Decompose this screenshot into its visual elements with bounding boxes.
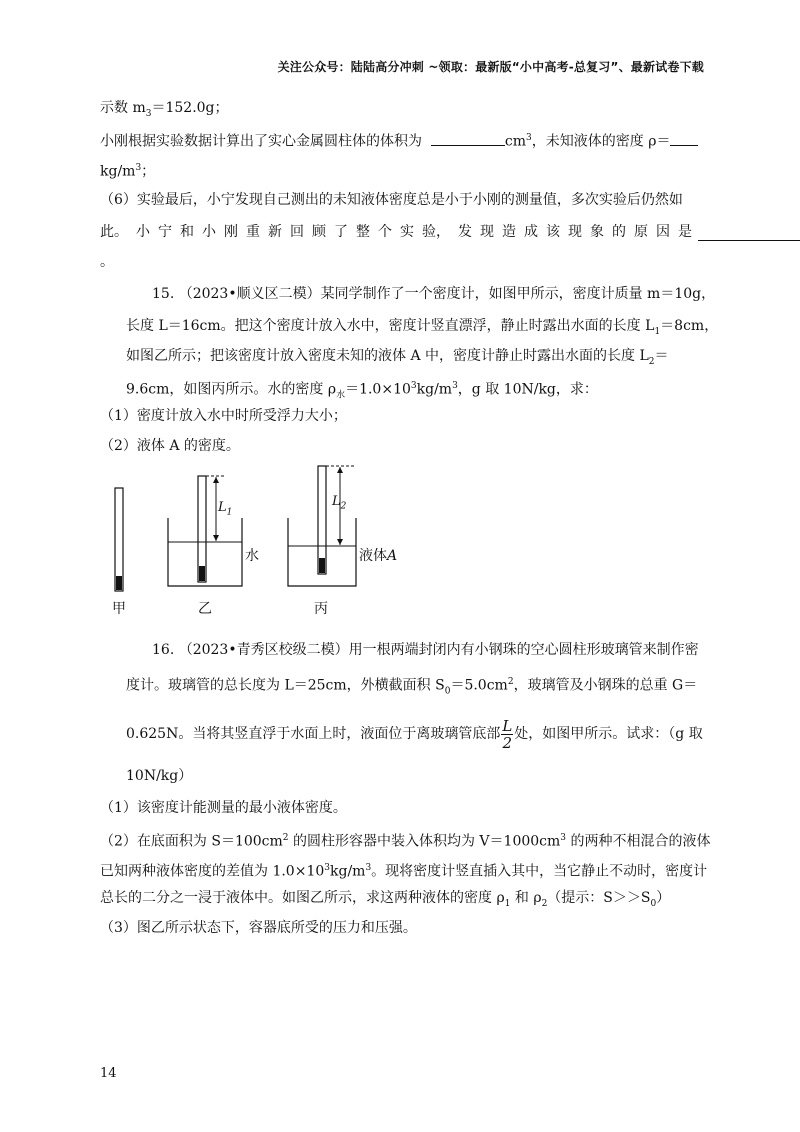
q6-char: 宁 bbox=[158, 224, 172, 240]
q6-char: 此。 bbox=[100, 224, 128, 240]
q15-line-2: 长度 L＝16cm。把这个密度计放入水中，密度计竖直漂浮，静止时露出水面的长度 $L_1=8cm$， bbox=[126, 318, 719, 337]
fraction-l-over-2: $\frac{L}{2}$ bbox=[502, 716, 513, 752]
label-liquid-a: 液体A bbox=[359, 548, 398, 564]
q6-char: 现 bbox=[480, 224, 494, 240]
q16-line-4: 10N/kg） bbox=[126, 768, 193, 784]
q6-char: 小 bbox=[136, 224, 150, 240]
q15-line-4: 9.6cm，如图丙所示。水的密度 $\rho_水=1.0\times 10^3kg/m^3$，g 取 10N/kg，求： bbox=[126, 381, 598, 401]
answer-blank-volume[interactable] bbox=[431, 131, 505, 146]
label-jia: 甲 bbox=[112, 601, 126, 617]
answer-blank-reason[interactable] bbox=[698, 226, 800, 241]
q6-char: 个 bbox=[378, 224, 392, 240]
label-l2: $L_2$ bbox=[332, 494, 347, 512]
label-water: 水 bbox=[245, 548, 259, 564]
q16-sub-2-line-1: （2）在底面积为 $S=100cm^2$ 的圆柱形容器中装入体积均为 $V=1000cm^3$ 的两种不相混合的液体 bbox=[100, 833, 711, 850]
label-bing: 丙 bbox=[314, 601, 328, 617]
beaker-yi bbox=[168, 476, 242, 586]
q6-char: 成 bbox=[524, 224, 538, 240]
q6-char: 造 bbox=[502, 224, 516, 240]
q6-char: 刚 bbox=[224, 224, 238, 240]
q6-char: 现 bbox=[568, 224, 582, 240]
q6-char: 因 bbox=[656, 224, 670, 240]
q6-char: 小 bbox=[202, 224, 216, 240]
q6-char: 重 bbox=[246, 224, 260, 240]
q6-char: 实 bbox=[400, 224, 414, 240]
q6-char: 原 bbox=[634, 224, 648, 240]
q15-line-1: 15. （2023•顺义区二模）某同学制作了一个密度计，如图甲所示，密度计质量 m＝10g， bbox=[152, 286, 716, 302]
label-l1: $L_1$ bbox=[218, 500, 233, 518]
q16-line-2: 度计。玻璃管的总长度为 L＝25cm，外横截面积 $S_0=5.0cm^2$，玻璃管及小钢珠的总重 G＝ bbox=[126, 677, 698, 697]
q15-figure bbox=[100, 460, 420, 620]
q6-char: 和 bbox=[180, 224, 194, 240]
q16-sub-2-line-2: 已知两种液体密度的差值为 $1.0\times 10^3kg/m^3$。现将密度计竖直插入其中，当它静止不动时，密度计 bbox=[100, 863, 708, 880]
hydrometer-diagram bbox=[100, 460, 420, 620]
label-yi: 乙 bbox=[198, 601, 212, 617]
q6-char: 验， bbox=[422, 224, 450, 240]
page-header: 关注公众号：陆陆高分冲刺 ~领取：最新版“小中高考-总复习”、最新试卷下载 bbox=[277, 60, 704, 74]
q6-char: 整 bbox=[356, 224, 370, 240]
q15-sub-1: （1）密度计放入水中时所受浮力大小； bbox=[100, 408, 347, 424]
continuation-line-2: 小刚根据实验数据计算出了实心金属圆柱体的体积为 $cm^3$，未知液体的密度 ρ＝ bbox=[100, 128, 800, 152]
q16-line-3: 0.625N。当将其竖直浮于水面上时，液面位于离玻璃管底部 $\frac{L}{2}$ 处，如图甲所示。试求：（g 取 bbox=[126, 716, 703, 752]
q6-line-1: （6）实验最后，小宁发现自己测出的未知液体密度总是小于小刚的测量值，多次实验后仍然如 bbox=[100, 192, 683, 208]
q16-sub-2-line-3: 总长的二分之一浸于液体中。如图乙所示，求这两种液体的密度 $\rho_1$ 和 $\rho_2$（提示：$S>>S_0$） bbox=[100, 890, 671, 909]
beaker-bing bbox=[288, 466, 356, 586]
q16-sub-3: （3）图乙所示状态下，容器底所受的压力和压强。 bbox=[100, 920, 417, 936]
page-number: 14 bbox=[100, 1066, 117, 1081]
answer-blank-density[interactable] bbox=[670, 131, 698, 146]
q6-char: 的 bbox=[612, 224, 626, 240]
q6-char: 新 bbox=[268, 224, 282, 240]
q15-sub-2: （2）液体 A 的密度。 bbox=[100, 438, 240, 454]
continuation-line-1: 示数 $m_3=152.0g$； bbox=[100, 100, 229, 119]
q15-line-3: 如图乙所示；把该密度计放入密度未知的液体 A 中，密度计静止时露出水面的长度 $L_2=$ bbox=[126, 348, 669, 367]
q6-char: 了 bbox=[334, 224, 348, 240]
q6-char: 回 bbox=[290, 224, 304, 240]
q6-char: 顾 bbox=[312, 224, 326, 240]
q6-line-2 bbox=[100, 222, 692, 242]
q6-char: 发 bbox=[458, 224, 472, 240]
q6-char: 该 bbox=[546, 224, 560, 240]
q6-line-3: 。 bbox=[100, 254, 114, 270]
q16-line-1: 16. （2023•青秀区校级二模）用一根两端封闭内有小钢珠的空心圆柱形玻璃管来制作密 bbox=[152, 642, 699, 658]
continuation-line-3: $kg/m^3$； bbox=[100, 163, 156, 180]
q16-sub-1: （1）该密度计能测量的最小液体密度。 bbox=[100, 800, 347, 816]
hydrometer-jia bbox=[115, 488, 123, 591]
q6-char: 象 bbox=[590, 224, 604, 240]
q6-char: 是 bbox=[678, 224, 692, 240]
